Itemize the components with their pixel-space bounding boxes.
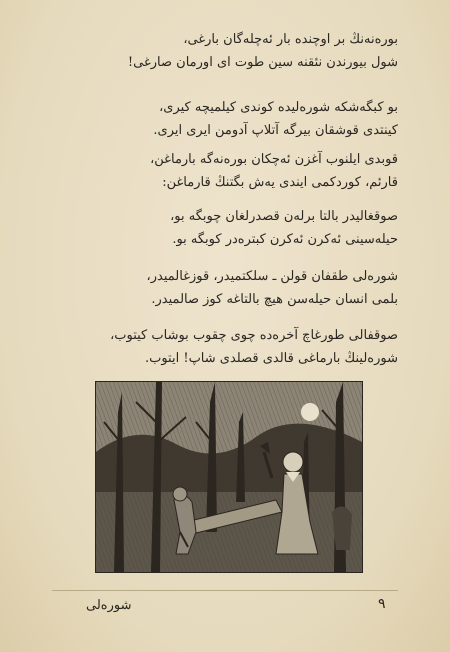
verse-line: شورەلی طقفان قولن ـ سلکتمیدر، قوزغالمیدر،: [146, 269, 398, 284]
stanza-3: [68, 148, 398, 194]
stanza-6: [68, 324, 398, 370]
stanza-4: [68, 205, 398, 251]
running-footer-title: شورەلی: [86, 598, 132, 613]
stanza-1: [68, 28, 398, 74]
verse-line: بلمی انسان حیلەسن هیچ بالتاغە کوز صالمیدر.: [151, 292, 398, 307]
verse-line: کینتدی قوشقان بیرگە آتلاپ آدومن ایری ایری.: [153, 123, 398, 138]
verse-line: بورەنەنڭ بر اوچندە بار ئەچلەگان بارغى،: [183, 32, 398, 47]
verse-line: بو کبگەشکە شورەلیدە کوندی کیلمیچە کیری،: [159, 100, 398, 115]
stanza-5: [68, 265, 398, 311]
verse-line: قوبدی ایلنوب آغزن ئەچکان بورەنەگە بارماغن،: [150, 152, 398, 167]
verse-line: صوقغالیدر بالتا برلەن قصدرلغان چوبگە بو،: [170, 209, 398, 224]
verse-line: صوقفالی طورغاچ آخرەدە چوی چقوب بوشاب کیتوب،: [110, 328, 398, 343]
verse-line: قارئم، کوردکمی ایندی یەش بگتنڭ قارماغن:: [162, 175, 398, 190]
verse-line: شورەلینڭ بارماغی قالدی قصلدی شاپ! ایتوب.: [144, 351, 398, 366]
verse-line: حیلەسینی ئەکرن ئەکرن کبترەدر کوبگە بو.: [172, 232, 398, 247]
moon: [301, 403, 319, 421]
page-number: ٩: [378, 596, 386, 612]
forest-engraving-illustration: [95, 381, 363, 573]
verse-line: شول بیورندن نئقنە سین طوت ای اورمان صارغی!: [127, 55, 398, 70]
footer-divider: [52, 590, 398, 591]
stanza-2: [68, 96, 398, 142]
